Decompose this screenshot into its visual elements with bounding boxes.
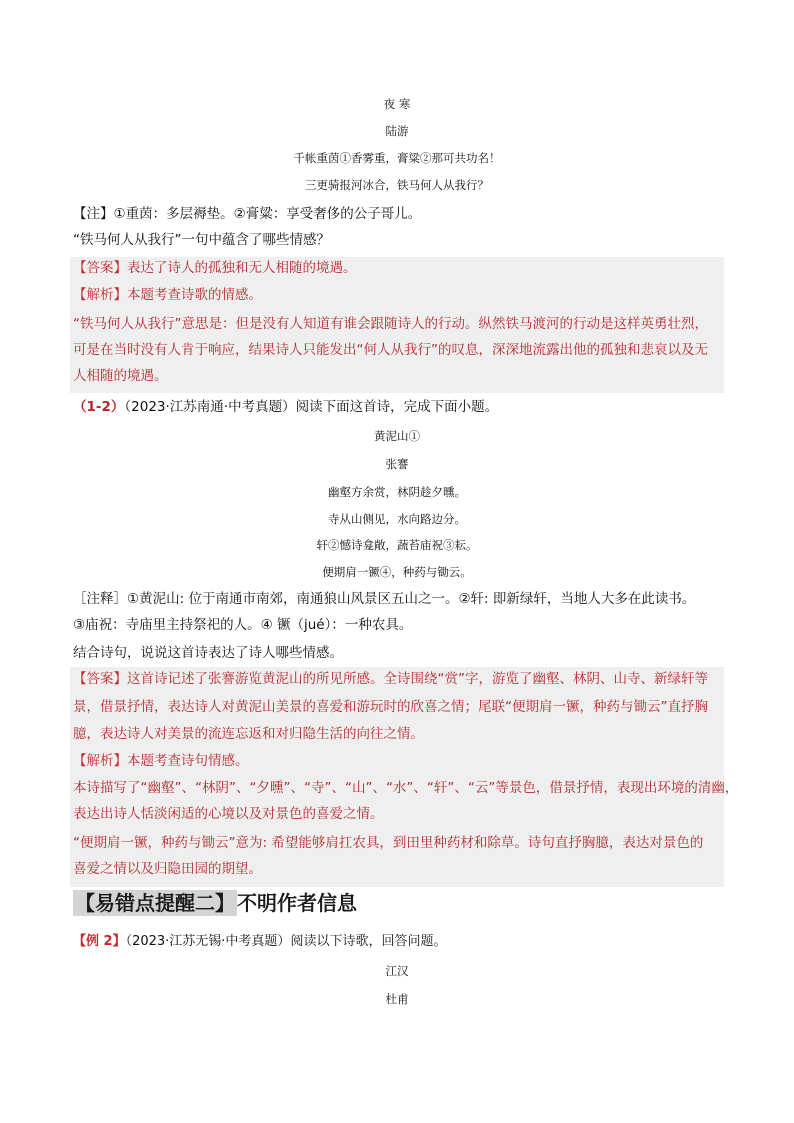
analysis-1-line (73, 284, 725, 307)
answer-tag: 【答案】 (73, 260, 127, 276)
answer-2-line3: 臆，表达诗人对美景的流连忘返和对归隐生活的向往之情。 (73, 726, 424, 742)
poem2-title: 黄泥山① (374, 429, 420, 443)
answer-tag: 【答案】 (73, 671, 127, 687)
poem2-line3: 轩②憾诗龛敞，蔬苔庙祝③耘。 (316, 538, 478, 552)
analysis-1-para1: “铁马何人从我行”意思是：但是没有人知道有谁会跟随诗人的行动。纵然铁马渡河的行动是这样英勇壮烈， (73, 316, 708, 332)
question-2-intro (73, 396, 725, 419)
section-heading-text: 不明作者信息 (237, 891, 357, 915)
poem3-author: 杜甫 (385, 992, 409, 1006)
question-source: （2023·江苏南通·中考真题） (124, 399, 296, 415)
answer-1-line (73, 257, 725, 280)
poem2-note-line1: ［注释］①黄泥山: 位于南通市南郊，南通狼山风景区五山之一。②轩: 即新绿轩，当地人大多在此读书。 (73, 591, 696, 607)
question-instruction: 阅读下面这首诗，完成下面小题。 (295, 399, 499, 415)
poem1-line1: 千帐重茵①香雾重，膏粱②那可共功名！ (293, 151, 501, 165)
poem2-line4: 便期肩一镢④，种药与锄云。 (322, 565, 472, 579)
example-instruction: 阅读以下诗歌，回答问题。 (290, 934, 447, 949)
poem1-title: 夜 寒 (383, 97, 411, 111)
example-tag: 【例 2】 (73, 934, 126, 949)
section-heading (73, 887, 357, 916)
example-source: （2023·江苏无锡·中考真题） (125, 934, 291, 949)
analysis-2-line (73, 750, 725, 773)
analysis-2-para4: 喜爱之情以及归隐田园的期望。 (73, 861, 262, 877)
question-number: （1-2） (73, 399, 125, 415)
poem1-note: 【注】①重茵：多层褥垫。②膏粱：享受奢侈的公子哥儿。 (73, 206, 422, 222)
poem2-author: 张謇 (385, 457, 409, 471)
section-heading-label: 【易错点提醒二】 (75, 891, 235, 915)
analysis-tag: 【解析】 (73, 287, 127, 303)
question-2: 结合诗句，说说这首诗表达了诗人哪些情感。 (73, 645, 343, 661)
answer-1-text: 表达了诗人的孤独和无人相随的境遇。 (127, 260, 357, 276)
analysis-2-text: 本题考查诗句情感。 (127, 753, 249, 769)
answer-2-text: 这首诗记述了张謇游览黄泥山的所见所感。全诗围绕“赏”字，游览了幽壑、林阴、山寺、新绿轩等 (127, 671, 708, 687)
question-1: “铁马何人从我行”一句中蕴含了哪些情感？ (73, 232, 330, 248)
poem3-title: 江汉 (385, 964, 409, 978)
example-2-intro (73, 930, 725, 953)
answer-2-line2: 景，借景抒情，表达诗人对黄泥山美景的喜爱和游玩时的欣喜之情；尾联“便期肩一镢，种药与锄云”直抒胸 (73, 699, 708, 715)
analysis-1-para2: 可是在当时没有人肯于响应，结果诗人只能发出“何人从我行”的叹息，深深地流露出他的孤独和悲哀以及无 (73, 342, 708, 358)
answer-2-line1 (73, 668, 725, 691)
analysis-2-para1: 本诗描写了“幽壑”、“林阴”、“夕曛”、“寺”、“山”、“水”、“轩”、“云”等景色，借景抒情，表现出环境的清幽， (73, 780, 739, 796)
analysis-2-para3: “便期肩一镢，种药与锄云”意为: 希望能够肩扛农具，到田里种药材和除草。诗句直抒胸臆，表达对景色的 (73, 835, 704, 851)
analysis-1-text: 本题考查诗歌的情感。 (127, 287, 262, 303)
analysis-2-para2: 表达出诗人恬淡闲适的心境以及对景色的喜爱之情。 (73, 806, 384, 822)
poem1-author: 陆游 (385, 124, 409, 138)
analysis-1-para3: 人相随的境遇。 (73, 368, 168, 384)
poem2-note-line2: ③庙祝：寺庙里主持祭祀的人。④ 镢（jué）：一种农具。 (73, 617, 413, 633)
analysis-tag: 【解析】 (73, 753, 127, 769)
poem2-line1: 幽壑方余赏，林阴趁夕曛。 (328, 485, 466, 499)
poem2-line2: 寺从山侧见，水向路边分。 (328, 512, 466, 526)
poem1-line2: 三更骑报河冰合，铁马何人从我行？ (305, 178, 489, 192)
